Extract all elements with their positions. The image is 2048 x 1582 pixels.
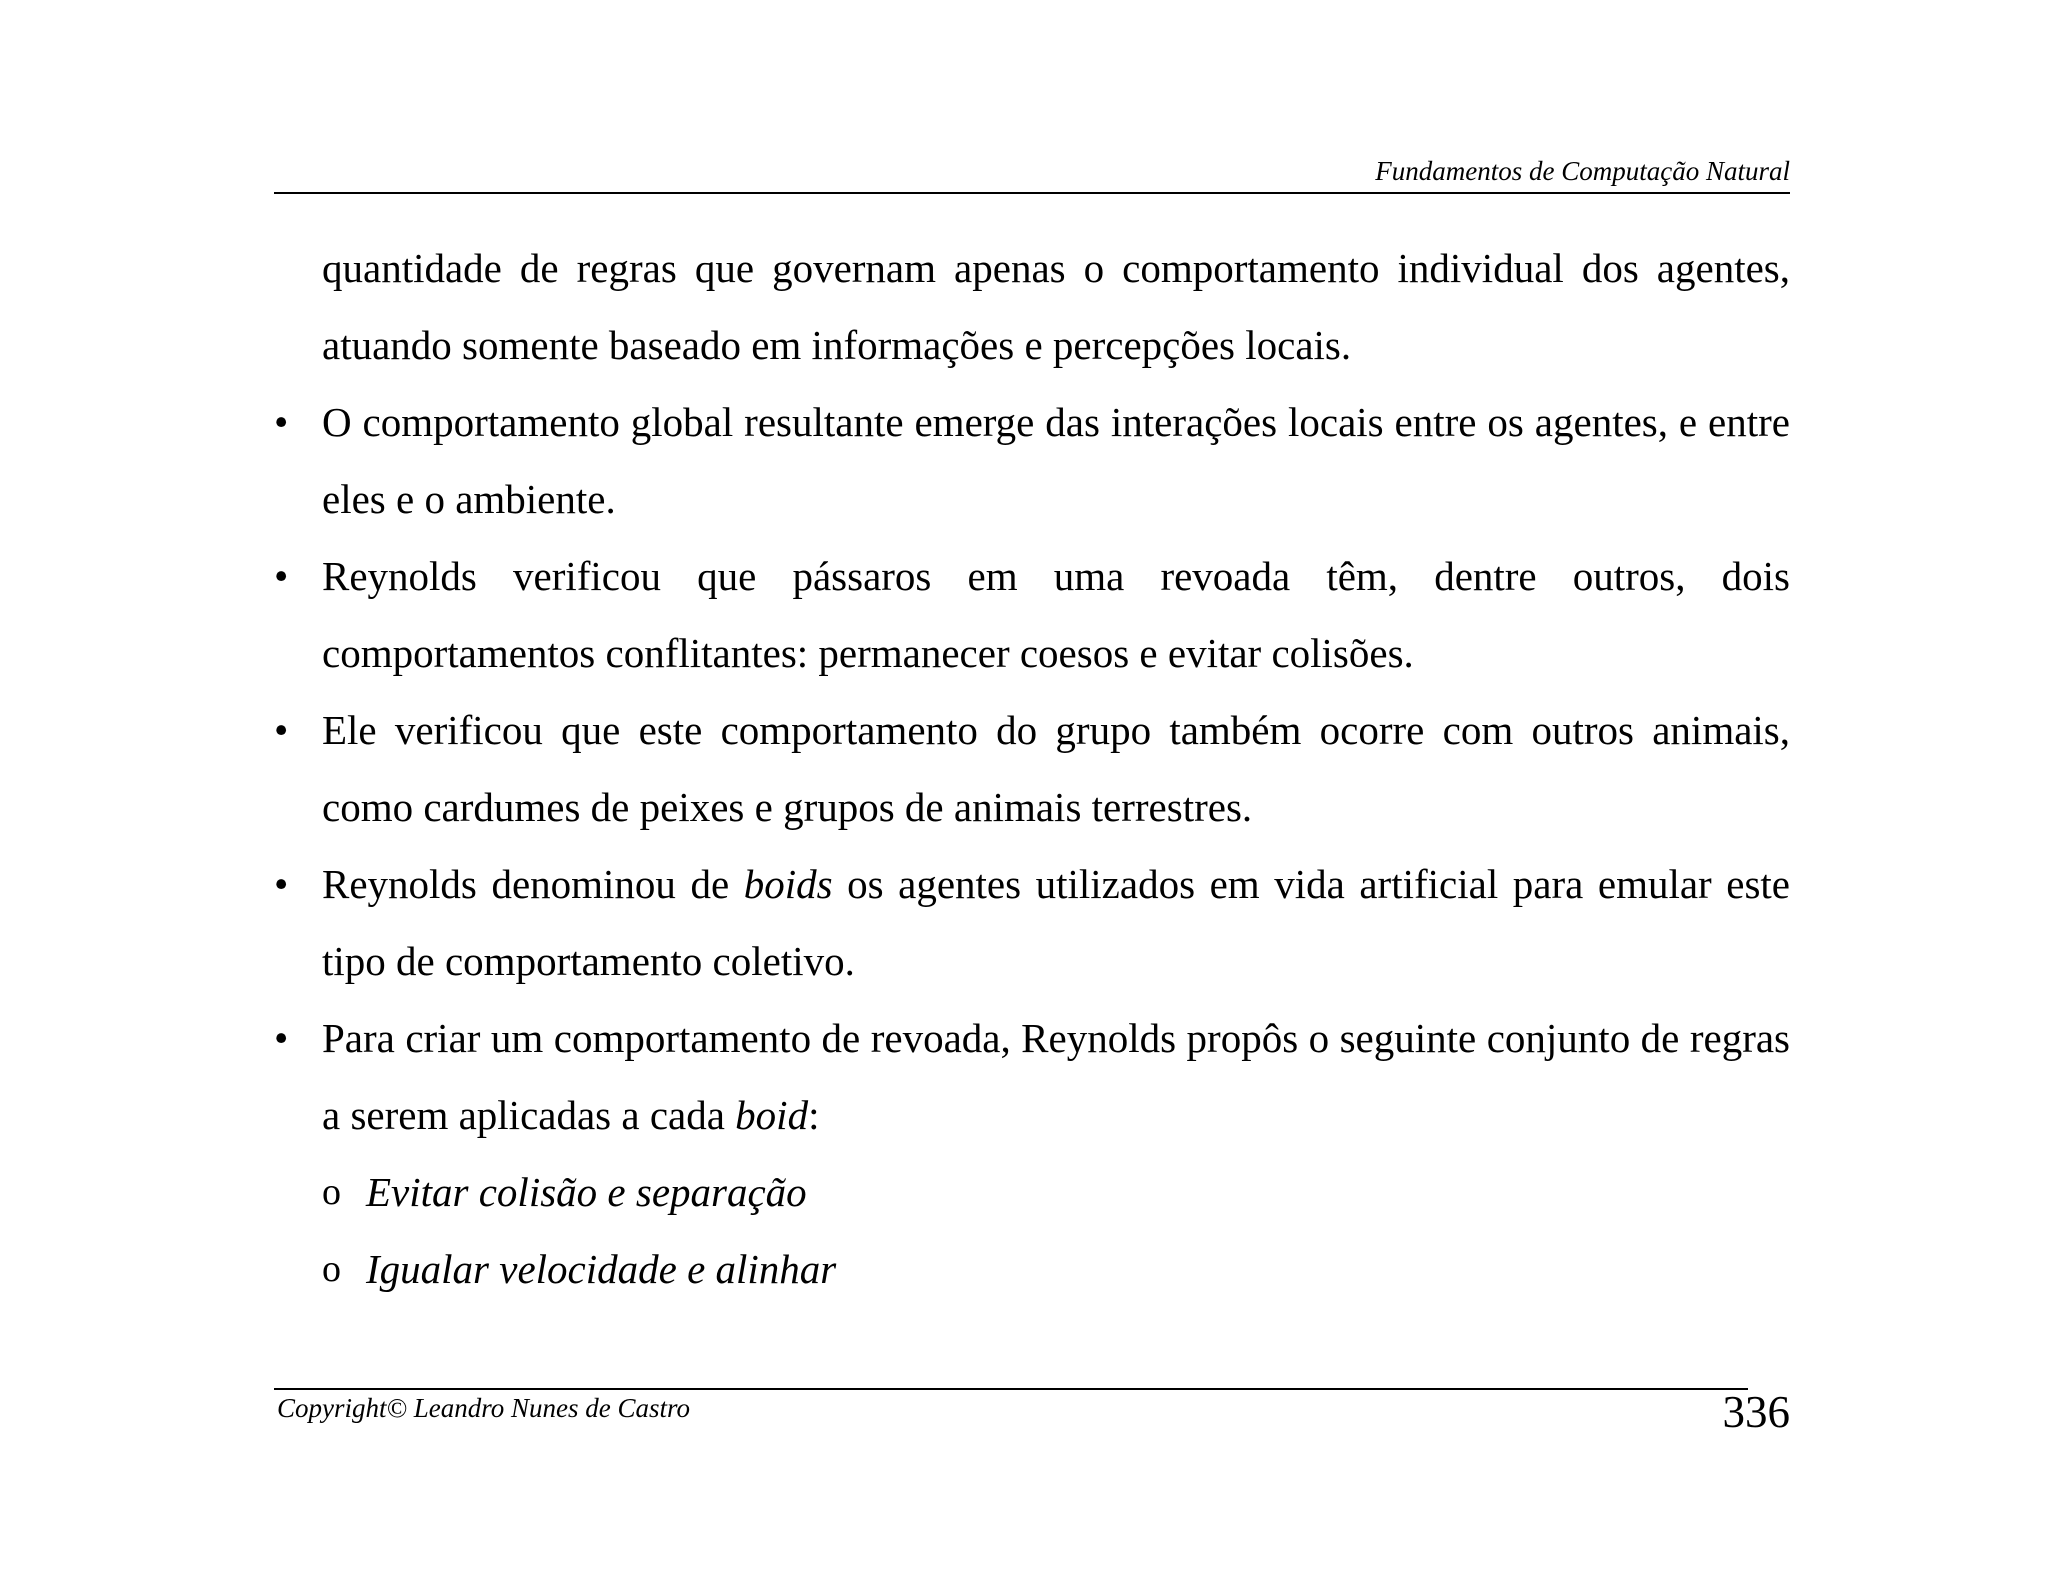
bullet-marker: • xyxy=(274,1015,289,1061)
bullet-text-before: Para criar um comportamento de revoada, Reynolds propôs o seguinte conjunto de regras a serem aplicadas a cada xyxy=(322,1015,1790,1138)
bullet-text: O comportamento global resultante emerge das interações locais entre os agentes, e entre eles e o ambiente. xyxy=(322,399,1790,522)
bullet-item-4 xyxy=(274,846,1790,1000)
subitem-text: Evitar colisão e separação xyxy=(366,1169,807,1215)
bullet-marker: • xyxy=(274,553,289,599)
bullet-item-3 xyxy=(274,692,1790,846)
page-number: 336 xyxy=(1722,1387,1790,1437)
subitem-2 xyxy=(274,1231,1790,1308)
bullet-marker: • xyxy=(274,861,289,907)
page-body xyxy=(274,230,1790,1308)
bullet-marker: • xyxy=(274,707,289,753)
subitem-marker: o xyxy=(322,1171,341,1213)
bullet-text-after: os agentes utilizados em vida artificial para emular este tipo de comportamento coletivo. xyxy=(322,861,1790,984)
running-header: Fundamentos de Computação Natural xyxy=(1375,156,1790,186)
footer-rule xyxy=(274,1388,1748,1390)
subitem-1 xyxy=(274,1154,1790,1231)
subitem-text: Igualar velocidade e alinhar xyxy=(366,1246,837,1292)
boids-term: boids xyxy=(743,861,833,907)
boid-term: boid xyxy=(735,1092,809,1138)
subitem-marker: o xyxy=(322,1248,341,1290)
bullet-text-after: : xyxy=(808,1092,820,1138)
continuation-paragraph: quantidade de regras que governam apenas o comportamento individual dos agentes, atuando somente baseado em informações e percepções locais. xyxy=(322,245,1790,368)
bullet-marker: • xyxy=(274,399,289,445)
bullet-item-2 xyxy=(274,538,1790,692)
copyright-notice: Copyright© Leandro Nunes de Castro xyxy=(277,1393,691,1423)
bullet-item-5 xyxy=(274,1000,1790,1154)
bullet-text: Reynolds verificou que pássaros em uma revoada têm, dentre outros, dois comportamentos conflitantes: permanecer coesos e evitar colisões. xyxy=(322,553,1790,676)
bullet-item-1 xyxy=(274,384,1790,538)
bullet-text-before: Reynolds denominou de xyxy=(322,861,744,907)
bullet-text: Ele verificou que este comportamento do grupo também ocorre com outros animais, como cardumes de peixes e grupos de animais terrestres. xyxy=(322,707,1790,830)
header-rule xyxy=(274,192,1790,194)
